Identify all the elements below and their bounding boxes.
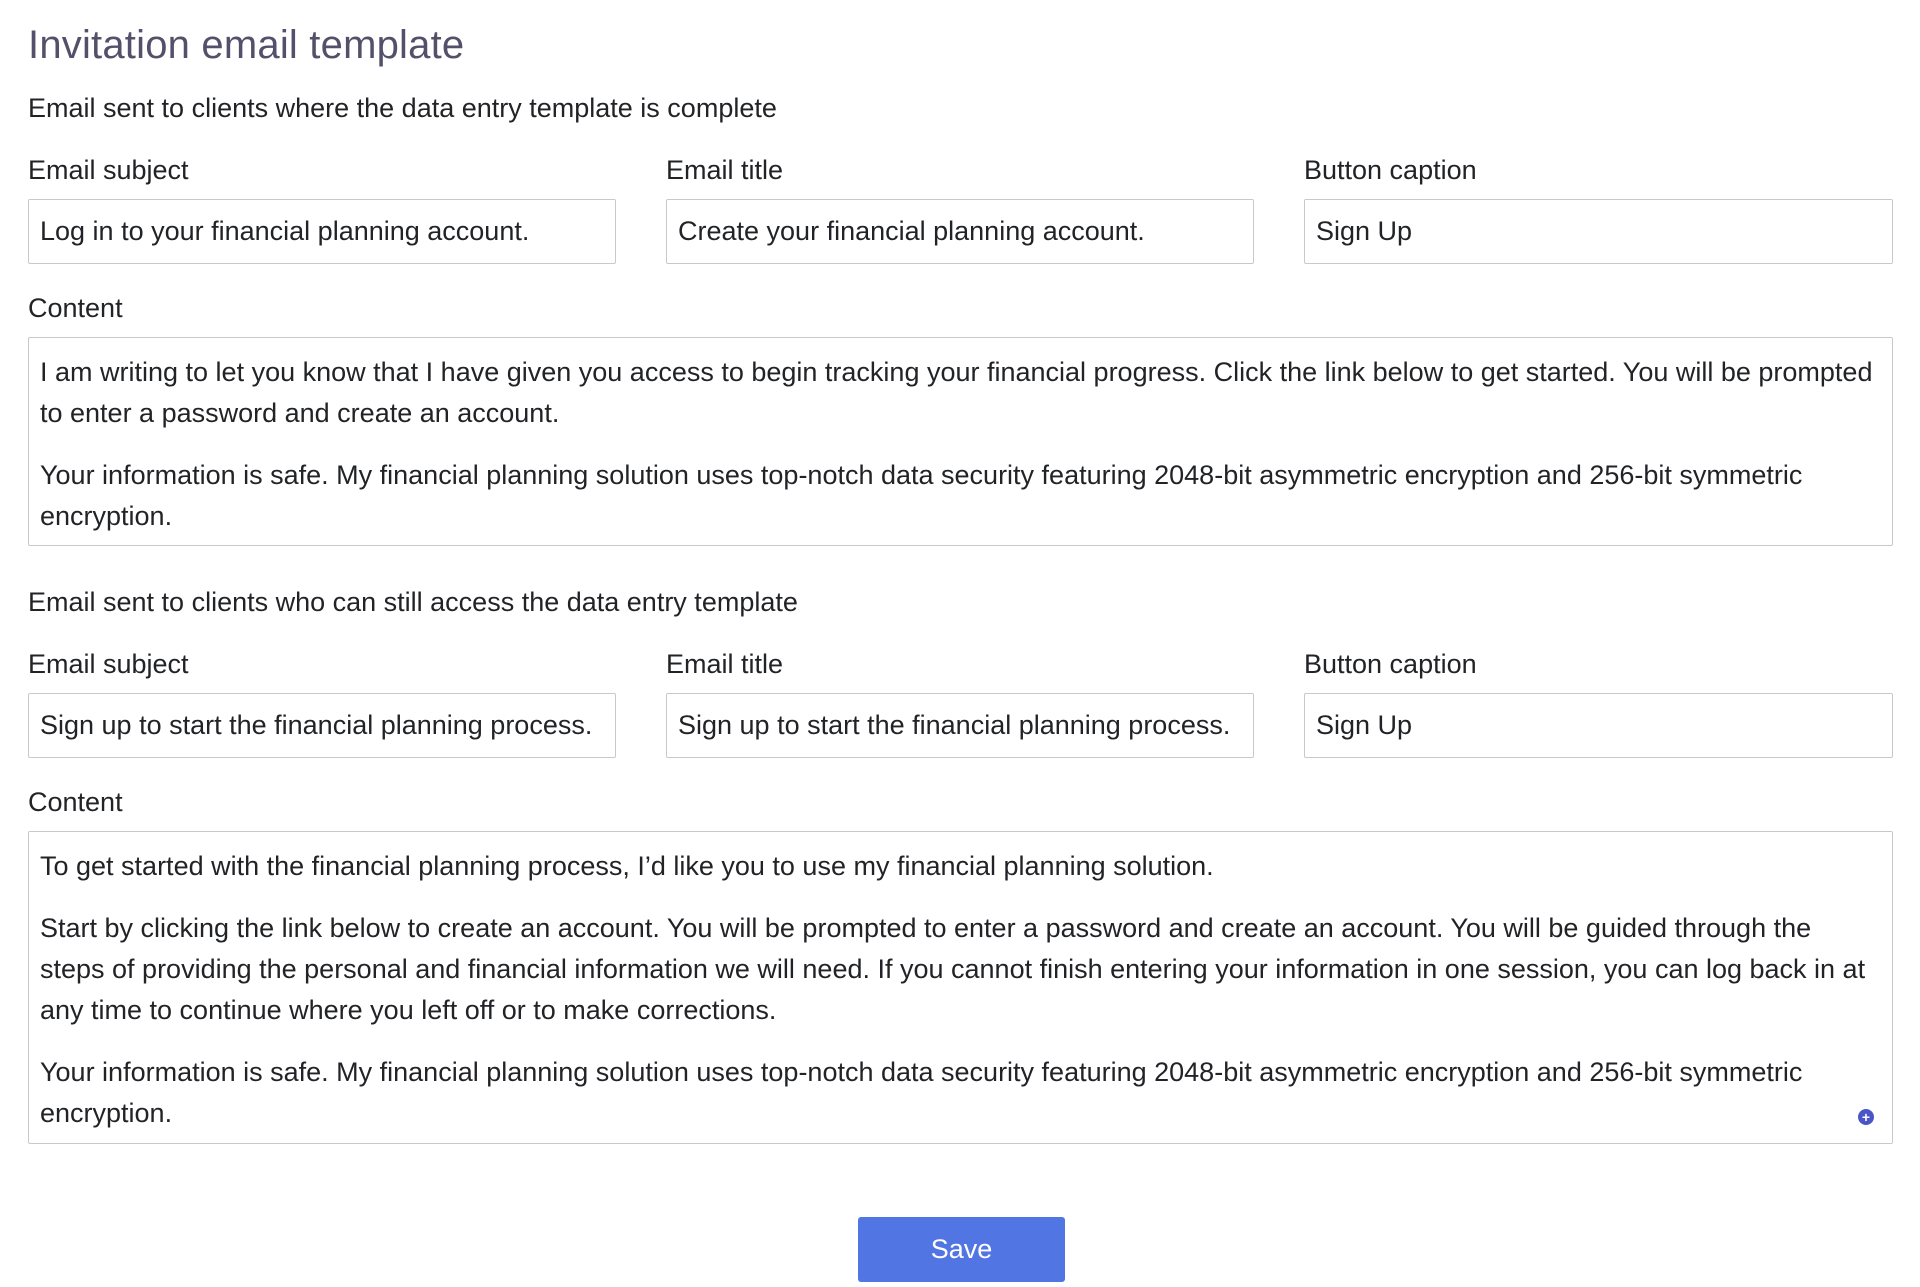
email-title-input[interactable] [666, 693, 1254, 758]
plus-circle-icon[interactable]: + [1858, 1109, 1874, 1125]
section-complete-caption: Email sent to clients where the data entry template is complete [28, 93, 777, 123]
content-paragraph: Start by clicking the link below to create an account. You will be prompted to enter a password and create an account. You will be guided through the steps of providing the personal and financial information we will need. If you cannot finish entering your information in one session, you can log back in at any time to continue where you left off or to make corrections. [40, 913, 1866, 1025]
content-editor[interactable] [28, 831, 1893, 1144]
section-complete-fields-row [28, 154, 1893, 264]
email-subject-input[interactable] [28, 693, 616, 758]
email-subject-label: Email subject [28, 155, 189, 185]
section-complete-email-subject-field [28, 154, 616, 264]
section-access-fields-row [28, 648, 1893, 758]
section-access-caption: Email sent to clients who can still access the data entry template [28, 587, 798, 617]
button-caption-input[interactable] [1304, 199, 1893, 264]
content-label: Content [28, 787, 123, 817]
button-caption-input[interactable] [1304, 693, 1893, 758]
content-paragraph: To get started with the financial planning process, I’d like you to use my financial planning solution. [40, 851, 1214, 881]
content-label: Content [28, 293, 123, 323]
content-paragraph: Your information is safe. My financial planning solution uses top-notch data security featuring 2048-bit asymmetric encryption and 256-bit symmetric encryption. [40, 1057, 1803, 1128]
section-access-button-caption-field [1304, 648, 1893, 758]
section-access-email-title-field [666, 648, 1254, 758]
email-subject-label: Email subject [28, 649, 189, 679]
invitation-email-form [28, 0, 1893, 1144]
email-title-input[interactable] [666, 199, 1254, 264]
email-title-label: Email title [666, 155, 784, 185]
email-title-label: Email title [666, 649, 784, 679]
content-editor[interactable] [28, 337, 1893, 546]
content-paragraph: Your information is safe. My financial planning solution uses top-notch data security featuring 2048-bit asymmetric encryption and 256-bit symmetric encryption. [40, 460, 1803, 531]
button-caption-label: Button caption [1304, 649, 1477, 679]
email-subject-input[interactable] [28, 199, 616, 264]
page-title: Invitation email template [28, 23, 465, 67]
save-button[interactable]: Save [858, 1217, 1065, 1282]
content-paragraph: I am writing to let you know that I have given you access to begin tracking your financial progress. Click the link below to get started. You will be prompted to enter a password and create an account. [40, 357, 1873, 428]
section-complete-email-title-field [666, 154, 1254, 264]
section-access-email-subject-field [28, 648, 616, 758]
section-complete-button-caption-field [1304, 154, 1893, 264]
button-caption-label: Button caption [1304, 155, 1477, 185]
